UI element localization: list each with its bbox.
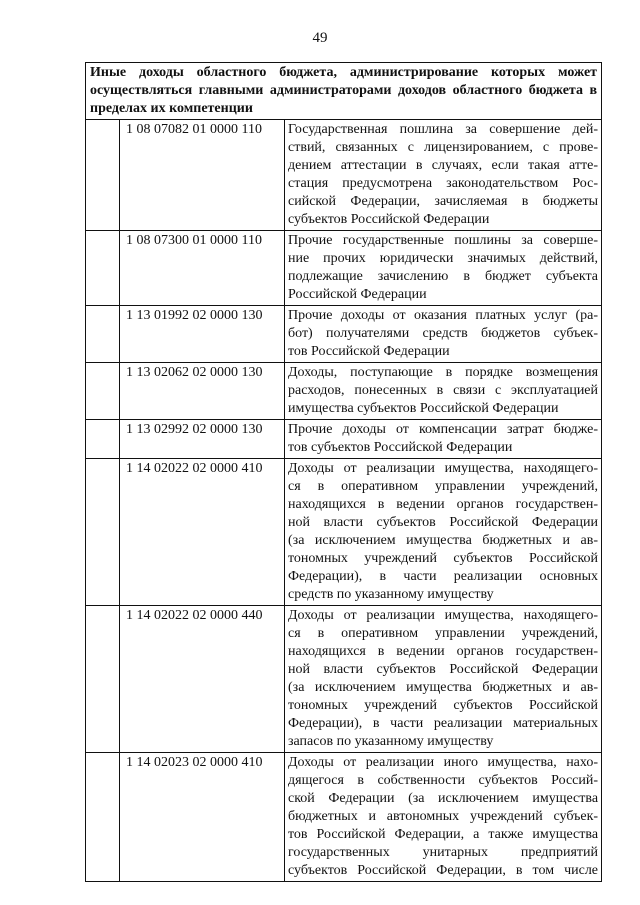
revenue-code-cell: 1 08 07300 01 0000 110 (120, 231, 285, 306)
admin-code-cell (86, 420, 120, 459)
admin-code-cell (86, 231, 120, 306)
description-line: бот) получателями средств бюджетов субъек- (288, 326, 599, 341)
description-line: Доходы от реализации имущества, находящего- (288, 608, 599, 623)
description-line: бюджетных и автономных учреждений субъек- (288, 809, 599, 824)
admin-code-cell (86, 606, 120, 753)
revenue-description-cell (285, 306, 602, 363)
description-line: тов Российской Федерации (288, 344, 450, 359)
description-line: (за исключением имущества бюджетных и ав- (288, 533, 599, 548)
description-line: субъектов Российской Федерации, в том числе (288, 863, 599, 878)
table-row (86, 363, 602, 420)
revenue-description-cell (285, 420, 602, 459)
revenue-description-cell (285, 231, 602, 306)
revenue-description-cell (285, 606, 602, 753)
revenue-description-cell (285, 459, 602, 606)
revenue-description-cell (285, 120, 602, 231)
revenue-code-cell: 1 13 02062 02 0000 130 (120, 363, 285, 420)
revenue-description-cell (285, 753, 602, 882)
description-line: дящегося в собственности субъектов Россий- (288, 773, 599, 788)
revenue-code-cell: 1 13 02992 02 0000 130 (120, 420, 285, 459)
description-line: тов субъектов Российской Федерации (288, 440, 513, 455)
description-line: средств по указанному имуществу (288, 587, 494, 602)
description-line: Федерации), в части реализации основных (288, 569, 599, 584)
description-line: Прочие государственные пошлины за соверше- (288, 233, 599, 248)
description-line: тов Российской Федерации, а также имущества (288, 827, 599, 842)
description-line: ной власти субъектов Российской Федерации (288, 515, 599, 530)
table-row (86, 120, 602, 231)
revenue-description-cell (285, 363, 602, 420)
description-line: ся в оперативном управлении учреждений, (288, 626, 599, 641)
description-line: Прочие доходы от оказания платных услуг (ра- (288, 308, 599, 323)
description-line: расходов, понесенных в связи с эксплуатацией (288, 383, 599, 398)
description-line: дением аттестации в случаях, если такая атте- (288, 158, 599, 173)
description-line: подлежащие зачислению в бюджет субъекта (288, 269, 599, 284)
description-line: ние прочих юридически значимых действий, (288, 251, 599, 266)
revenue-code-cell: 1 13 01992 02 0000 130 (120, 306, 285, 363)
section-title: Иные доходы областного бюджета, администрирование которых может осуществляться главными администраторами доходов областного бюджета в пределах их компетенции (86, 63, 602, 120)
revenue-code-cell: 1 14 02022 02 0000 440 (120, 606, 285, 753)
admin-code-cell (86, 459, 120, 606)
description-line: Доходы от реализации иного имущества, нахо- (288, 755, 599, 770)
admin-code-cell (86, 363, 120, 420)
admin-code-cell (86, 306, 120, 363)
admin-code-cell (86, 120, 120, 231)
admin-code-cell (86, 753, 120, 882)
description-line: тономных учреждений субъектов Российской (288, 698, 599, 713)
revenue-code-cell: 1 08 07082 01 0000 110 (120, 120, 285, 231)
description-line: Государственная пошлина за совершение дей- (288, 122, 599, 137)
description-line: ной власти субъектов Российской Федерации (288, 662, 599, 677)
table-row (86, 420, 602, 459)
description-line: ствий, связанных с лицензированием, с прове- (288, 140, 599, 155)
description-line: сийской Федерации, зачисляемая в бюджеты (288, 194, 599, 209)
revenue-code-cell: 1 14 02022 02 0000 410 (120, 459, 285, 606)
description-line: Прочие доходы от компенсации затрат бюдже- (288, 422, 599, 437)
description-line: Доходы, поступающие в порядке возмещения (288, 365, 599, 380)
description-line: запасов по указанному имуществу (288, 734, 494, 749)
description-line: тономных учреждений субъектов Российской (288, 551, 599, 566)
description-line: находящихся в ведении органов государствен- (288, 497, 599, 512)
section-header-row (86, 63, 602, 120)
description-line: Федерации), в части реализации материальных (288, 716, 599, 731)
revenue-code-cell: 1 14 02023 02 0000 410 (120, 753, 285, 882)
table-row (86, 606, 602, 753)
description-line: Доходы от реализации имущества, находящего- (288, 461, 599, 476)
description-line: государственных унитарных предприятий (288, 845, 599, 860)
table-row (86, 306, 602, 363)
table-row (86, 459, 602, 606)
description-line: субъектов Российской Федерации (288, 212, 490, 227)
page-number: 49 (312, 30, 328, 46)
description-line: Российской Федерации (288, 287, 427, 302)
description-line: находящихся в ведении органов государствен- (288, 644, 599, 659)
description-line: ся в оперативном управлении учреждений, (288, 479, 599, 494)
description-line: ской Федерации (за исключением имущества (288, 791, 599, 806)
revenue-codes-table (85, 62, 602, 882)
table-row (86, 753, 602, 882)
description-line: (за исключением имущества бюджетных и ав- (288, 680, 599, 695)
description-line: имущества субъектов Российской Федерации (288, 401, 559, 416)
description-line: стация предусмотрена законодательством Рос- (288, 176, 599, 191)
table-row (86, 231, 602, 306)
